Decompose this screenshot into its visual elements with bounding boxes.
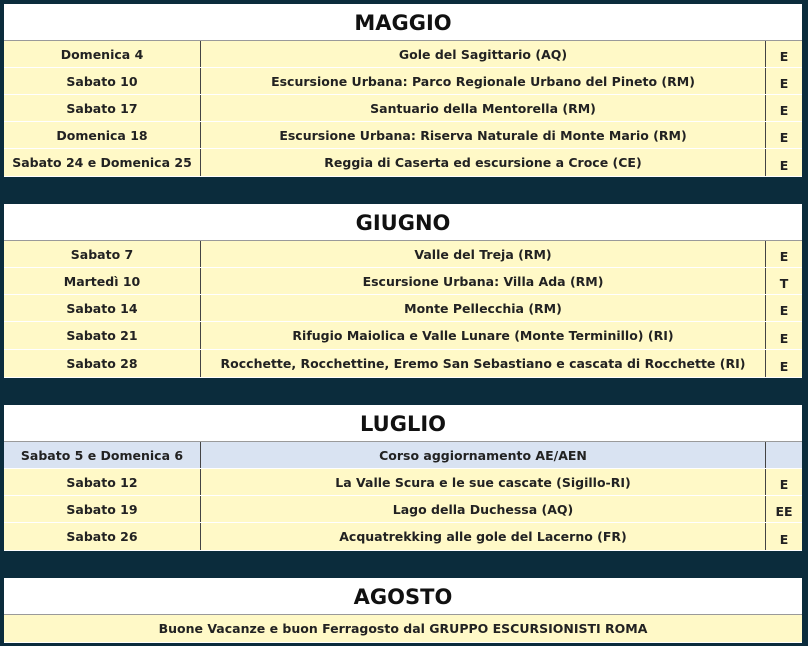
section-maggio	[4, 4, 802, 177]
event-cell: Rocchette, Rocchettine, Eremo San Sebastiano e cascata di Rocchette (RI)	[201, 350, 766, 377]
table-row	[4, 523, 802, 551]
level-cell	[766, 442, 802, 468]
table-row	[4, 350, 802, 378]
note-row	[4, 615, 802, 643]
section-title: LUGLIO	[4, 405, 802, 442]
date-cell: Sabato 19	[4, 496, 201, 522]
section-luglio	[4, 405, 802, 551]
event-cell: Corso aggiornamento AE/AEN	[201, 442, 766, 468]
table-row	[4, 149, 802, 177]
level-cell: E	[779, 157, 789, 173]
level-cell: T	[779, 276, 789, 291]
event-cell: Acquatrekking alle gole del Lacerno (FR)	[201, 523, 766, 550]
table-row	[4, 95, 802, 122]
level-cell: EE	[775, 504, 793, 519]
level-cell: E	[779, 76, 789, 91]
level-cell: E	[779, 477, 789, 492]
section-giugno	[4, 204, 802, 378]
table-row	[4, 122, 802, 149]
event-cell: La Valle Scura e le sue cascate (Sigillo-RI)	[201, 469, 766, 495]
event-cell: Escursione Urbana: Riserva Naturale di Monte Mario (RM)	[201, 122, 766, 148]
date-cell: Domenica 4	[4, 41, 201, 67]
level-cell: E	[779, 358, 789, 374]
level-cell: E	[779, 303, 789, 318]
date-cell: Sabato 21	[4, 322, 201, 349]
date-cell: Martedì 10	[4, 268, 201, 294]
date-cell: Sabato 10	[4, 68, 201, 94]
event-cell: Lago della Duchessa (AQ)	[201, 496, 766, 522]
date-cell: Sabato 12	[4, 469, 201, 495]
level-cell: E	[779, 531, 789, 547]
table-row	[4, 496, 802, 523]
level-cell: E	[779, 330, 789, 346]
event-cell: Valle del Treja (RM)	[201, 241, 766, 267]
table-row	[4, 469, 802, 496]
event-cell: Rifugio Maiolica e Valle Lunare (Monte Terminillo) (RI)	[201, 322, 766, 349]
section-title: GIUGNO	[4, 204, 802, 241]
event-cell: Gole del Sagittario (AQ)	[201, 41, 766, 67]
table-row	[4, 295, 802, 322]
date-cell: Sabato 5 e Domenica 6	[4, 442, 201, 468]
date-cell: Sabato 14	[4, 295, 201, 321]
event-cell: Escursione Urbana: Parco Regionale Urbano del Pineto (RM)	[201, 68, 766, 94]
date-cell: Sabato 28	[4, 350, 201, 377]
table-row	[4, 68, 802, 95]
level-cell: E	[779, 49, 789, 64]
level-cell: E	[779, 103, 789, 118]
table-row	[4, 442, 802, 469]
date-cell: Sabato 26	[4, 523, 201, 550]
table-row	[4, 41, 802, 68]
section-agosto	[4, 578, 802, 643]
holiday-note: Buone Vacanze e buon Ferragosto dal GRUPPO ESCURSIONISTI ROMA	[158, 621, 648, 636]
level-cell: E	[779, 249, 789, 264]
table-row	[4, 241, 802, 268]
event-cell: Santuario della Mentorella (RM)	[201, 95, 766, 121]
date-cell: Sabato 7	[4, 241, 201, 267]
date-cell: Sabato 24 e Domenica 25	[4, 149, 201, 176]
table-row	[4, 322, 802, 350]
section-title: AGOSTO	[4, 578, 802, 615]
event-cell: Monte Pellecchia (RM)	[201, 295, 766, 321]
section-title: MAGGIO	[4, 4, 802, 41]
event-cell: Escursione Urbana: Villa Ada (RM)	[201, 268, 766, 294]
table-row	[4, 268, 802, 295]
level-cell: E	[779, 130, 789, 145]
event-cell: Reggia di Caserta ed escursione a Croce (CE)	[201, 149, 766, 176]
date-cell: Sabato 17	[4, 95, 201, 121]
date-cell: Domenica 18	[4, 122, 201, 148]
